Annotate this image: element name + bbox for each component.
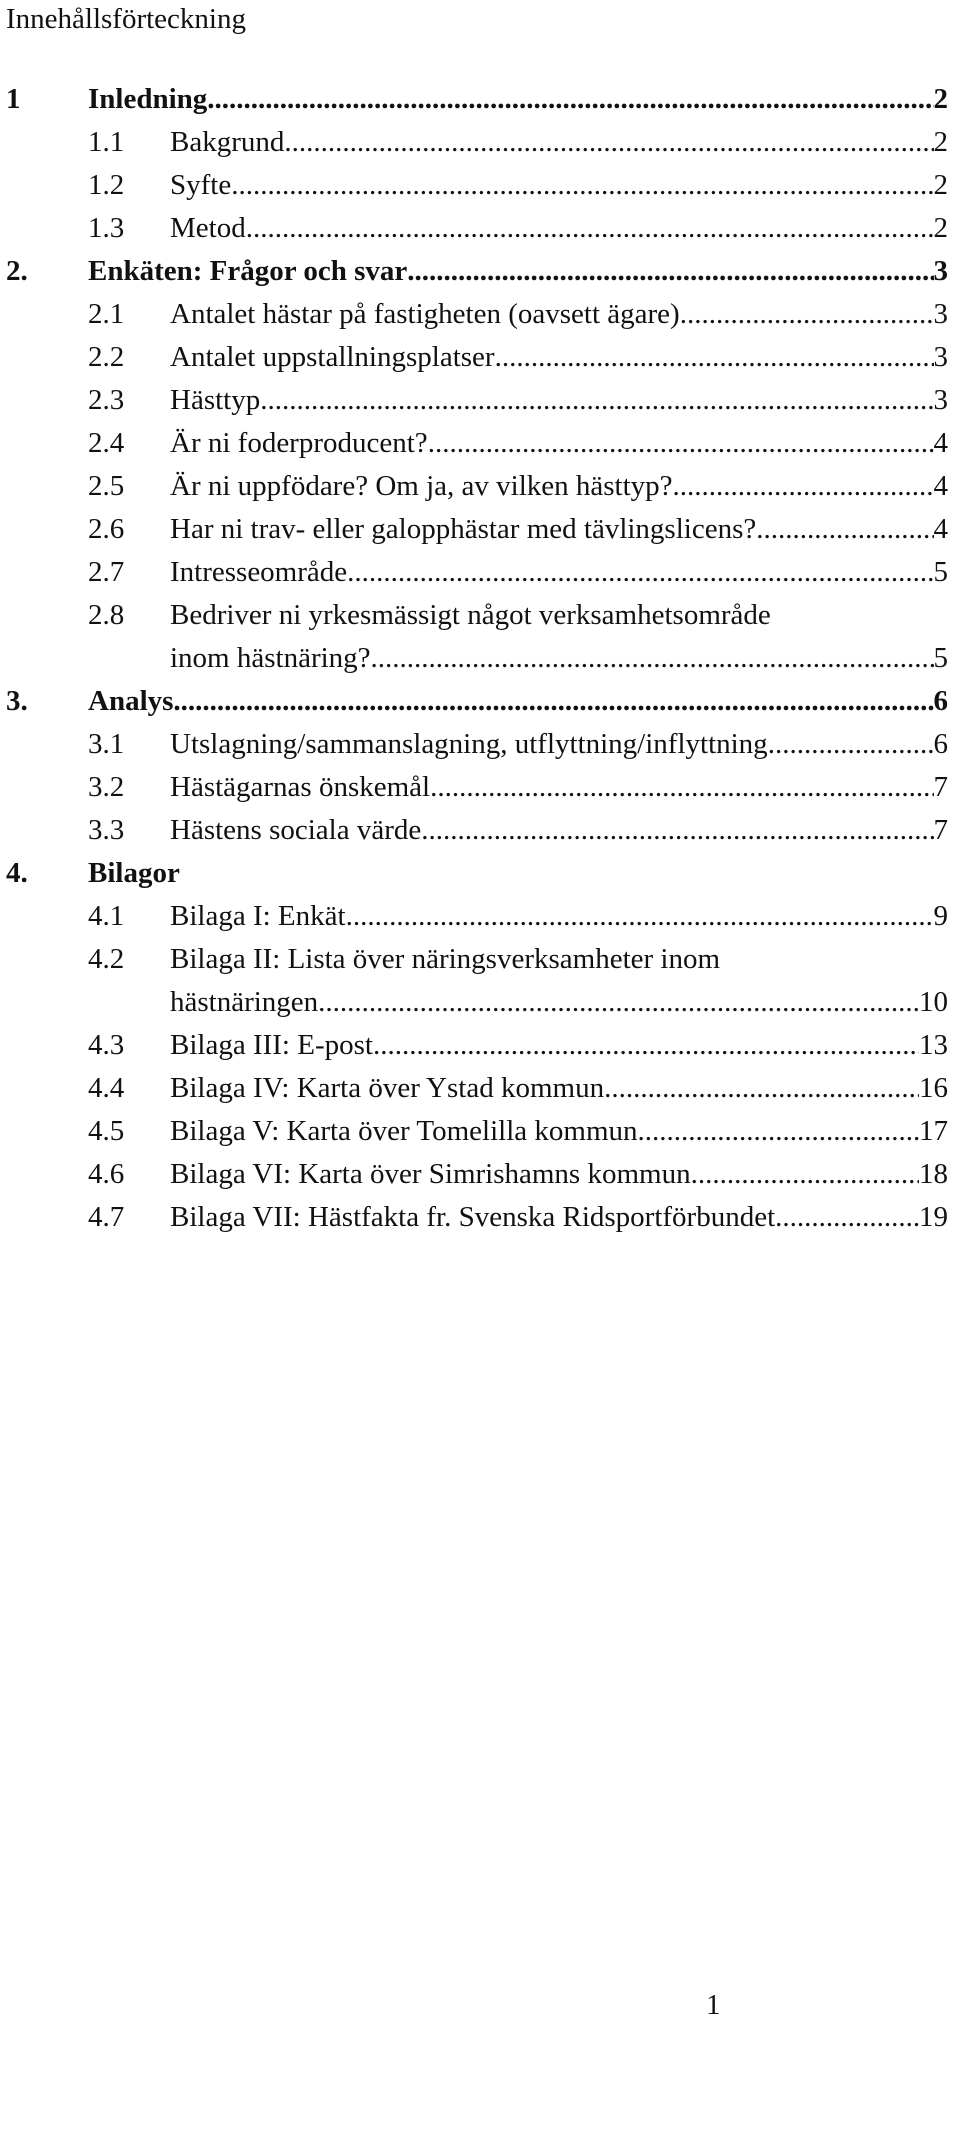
- toc-leader-line: [170, 1069, 948, 1107]
- toc-entry-page: 2: [933, 83, 948, 115]
- toc-entry-number: 3.2: [88, 771, 125, 803]
- toc-leader-line: [170, 811, 948, 849]
- toc-entry-title: Hästägarnas önskemål: [170, 771, 431, 803]
- page-number: 1: [706, 1989, 721, 2021]
- leader-dots: [775, 1198, 919, 1236]
- toc-leader-line: [170, 768, 948, 806]
- leader-dots: [680, 295, 934, 333]
- toc-entry-title: Bilaga III: E-post: [170, 1029, 373, 1061]
- toc-entry-number: 1.3: [88, 212, 125, 244]
- toc-entry-page: 16: [919, 1072, 948, 1104]
- toc-entry-title: Bilaga VII: Hästfakta fr. Svenska Ridsportförbundet: [170, 1201, 776, 1233]
- toc-entry-title: Antalet hästar på fastigheten (oavsett ägare): [170, 298, 680, 330]
- toc-entry-number: 3.: [6, 685, 28, 717]
- toc-entry[interactable]: [0, 768, 960, 806]
- leader-dots: [346, 897, 934, 935]
- leader-dots: [260, 381, 933, 419]
- toc-entry[interactable]: [0, 381, 960, 419]
- toc-entry-number: 1: [6, 83, 21, 115]
- leader-dots: [768, 725, 934, 763]
- leader-dots: [495, 338, 934, 376]
- leader-dots: [246, 209, 934, 247]
- toc-entry-number: 3.1: [88, 728, 125, 760]
- leader-dots: [407, 252, 933, 290]
- toc-entry[interactable]: [0, 123, 960, 161]
- toc-entry-page: 2: [933, 169, 948, 201]
- toc-entry-number: 2.4: [88, 427, 125, 459]
- toc-entry-page: 6: [933, 728, 948, 760]
- toc-entry-number: 4.6: [88, 1158, 125, 1190]
- toc-entry[interactable]: [0, 1198, 960, 1236]
- toc-leader-line: [170, 1026, 948, 1064]
- toc-entry-page: 3: [933, 255, 948, 287]
- toc-entry[interactable]: [0, 338, 960, 376]
- toc-leader-line: [170, 209, 948, 247]
- toc-entry-title: Metod: [170, 212, 246, 244]
- toc-entry-page: 6: [933, 685, 948, 717]
- toc-entry-number: 1.1: [88, 126, 125, 158]
- leader-dots: [284, 123, 933, 161]
- toc-entry-page: 4: [933, 470, 948, 502]
- toc-entry[interactable]: [0, 725, 960, 763]
- toc-entry[interactable]: [0, 1155, 960, 1193]
- toc-entry-page: 13: [919, 1029, 948, 1061]
- toc-entry-title: Bilaga V: Karta över Tomelilla kommun: [170, 1115, 638, 1147]
- leader-dots: [347, 553, 933, 591]
- toc-entry-number: 2.2: [88, 341, 125, 373]
- toc-entry[interactable]: [0, 854, 960, 892]
- toc-entry-title-continued: hästnäringen: [170, 986, 319, 1018]
- toc-entry-page: 2: [933, 212, 948, 244]
- leader-dots: [430, 768, 933, 806]
- toc-entry-page: 3: [933, 341, 948, 373]
- toc-leader-line: [170, 295, 948, 333]
- leader-dots: [673, 467, 934, 505]
- toc-entry-title: Analys: [88, 685, 174, 717]
- toc-entry-title: Bilaga I: Enkät: [170, 900, 346, 932]
- toc-entry[interactable]: [0, 596, 960, 634]
- toc-entry-page: 10: [919, 986, 948, 1018]
- toc-leader-line: [170, 897, 948, 935]
- toc-entry-number: 2.8: [88, 599, 125, 631]
- toc-entry[interactable]: [0, 1112, 960, 1150]
- toc-entry[interactable]: [0, 897, 960, 935]
- toc-leader-line: [170, 166, 948, 204]
- toc-entry[interactable]: [0, 1069, 960, 1107]
- leader-dots: [373, 1026, 919, 1064]
- toc-entry-number: 4.: [6, 857, 28, 889]
- toc-entry-number: 2.3: [88, 384, 125, 416]
- toc-leader-line: [170, 1112, 948, 1150]
- toc-entry[interactable]: [0, 811, 960, 849]
- toc-entry-number: 4.3: [88, 1029, 125, 1061]
- toc-leader-line: [170, 510, 948, 548]
- toc-leader-line: [170, 1155, 948, 1193]
- toc-leader-line: [170, 381, 948, 419]
- toc-entry-continuation[interactable]: [0, 639, 960, 677]
- toc-entry-title: Intresseområde: [170, 556, 348, 588]
- toc-entry[interactable]: [0, 553, 960, 591]
- leader-dots: [371, 639, 934, 677]
- toc-entry[interactable]: [0, 209, 960, 247]
- leader-dots: [756, 510, 933, 548]
- toc-entry-title: Antalet uppstallningsplatser: [170, 341, 495, 373]
- toc-entry-page: 7: [933, 771, 948, 803]
- toc-entry-number: 1.2: [88, 169, 125, 201]
- toc-entry-page: 5: [933, 556, 948, 588]
- leader-dots: [231, 166, 933, 204]
- leader-dots: [604, 1069, 919, 1107]
- leader-dots: [428, 424, 934, 462]
- toc-entry-page: 18: [919, 1158, 948, 1190]
- toc-entry-page: 9: [933, 900, 948, 932]
- toc-entry-title: Bedriver ni yrkesmässigt något verksamhetsområde: [170, 599, 771, 631]
- toc-entry-title: Hästens sociala värde: [170, 814, 422, 846]
- toc-entry-title: Bakgrund: [170, 126, 285, 158]
- toc-entry-number: 2.7: [88, 556, 125, 588]
- toc-leader-line: [170, 725, 948, 763]
- toc-entry-title: Är ni foderproducent?: [170, 427, 428, 459]
- toc-entry[interactable]: [0, 80, 960, 118]
- toc-entry-page: 3: [933, 384, 948, 416]
- toc-entry-number: 2.5: [88, 470, 125, 502]
- toc-leader-line: [170, 424, 948, 462]
- toc-entry-title: Bilagor: [88, 857, 180, 889]
- toc-entry-page: 3: [933, 298, 948, 330]
- toc-entry-page: 7: [933, 814, 948, 846]
- toc-entry[interactable]: [0, 252, 960, 290]
- toc-entry-title: Bilaga II: Lista över näringsverksamheter inom: [170, 943, 721, 975]
- toc-entry[interactable]: [0, 940, 960, 978]
- toc-entry[interactable]: [0, 166, 960, 204]
- toc-entry[interactable]: [0, 510, 960, 548]
- toc-entry-page: 4: [933, 427, 948, 459]
- toc-entry-title: Hästtyp: [170, 384, 261, 416]
- toc-entry[interactable]: [0, 467, 960, 505]
- toc-entry-title: Är ni uppfödare? Om ja, av vilken hästtyp?: [170, 470, 673, 502]
- toc-leader-line: [170, 639, 948, 677]
- toc-entry-title: Syfte: [170, 169, 232, 201]
- toc-title: Innehållsförteckning: [6, 3, 246, 35]
- toc-leader-line: [170, 338, 948, 376]
- toc-entry-title: Utslagning/sammanslagning, utflyttning/inflyttning: [170, 728, 768, 760]
- toc-entry-number: 4.2: [88, 943, 125, 975]
- toc-entry-number: 2.6: [88, 513, 125, 545]
- toc-leader-line: [170, 983, 948, 1021]
- leader-dots: [173, 682, 933, 720]
- toc-leader-line: [170, 123, 948, 161]
- toc-leader-line: [88, 682, 948, 720]
- toc-leader-line: [170, 467, 948, 505]
- leader-dots: [421, 811, 933, 849]
- toc-entry-title: Har ni trav- eller galopphästar med tävlingslicens?: [170, 513, 757, 545]
- leader-dots: [318, 983, 919, 1021]
- toc-entry-number: 2.1: [88, 298, 125, 330]
- toc-entry-title: Bilaga IV: Karta över Ystad kommun: [170, 1072, 605, 1104]
- toc-entry-title: Enkäten: Frågor och svar: [88, 255, 408, 287]
- leader-dots: [638, 1112, 919, 1150]
- toc-entry-number: 2.: [6, 255, 28, 287]
- toc-leader-line: [88, 252, 948, 290]
- toc-entry-page: 2: [933, 126, 948, 158]
- toc-entry-number: 4.1: [88, 900, 125, 932]
- toc-entry[interactable]: [0, 1026, 960, 1064]
- toc-entry[interactable]: [0, 682, 960, 720]
- toc-entry-continuation[interactable]: [0, 983, 960, 1021]
- toc-entry-title: Bilaga VI: Karta över Simrishamns kommun: [170, 1158, 691, 1190]
- toc-entry-title: Inledning: [88, 83, 208, 115]
- toc-entry[interactable]: [0, 295, 960, 333]
- toc-entry-page: 19: [919, 1201, 948, 1233]
- toc-entry-page: 17: [919, 1115, 948, 1147]
- toc-entry-page: 4: [933, 513, 948, 545]
- toc-leader-line: [88, 80, 948, 118]
- leader-dots: [691, 1155, 919, 1193]
- toc-entry-title-continued: inom hästnäring?: [170, 642, 371, 674]
- toc-leader-line: [170, 553, 948, 591]
- toc-entry-number: 4.7: [88, 1201, 125, 1233]
- toc-entry-page: 5: [933, 642, 948, 674]
- toc-entry-number: 3.3: [88, 814, 125, 846]
- leader-dots: [207, 80, 933, 118]
- toc-entry-number: 4.5: [88, 1115, 125, 1147]
- toc-leader-line: [170, 1198, 948, 1236]
- toc-entry-number: 4.4: [88, 1072, 125, 1104]
- toc-entry[interactable]: [0, 424, 960, 462]
